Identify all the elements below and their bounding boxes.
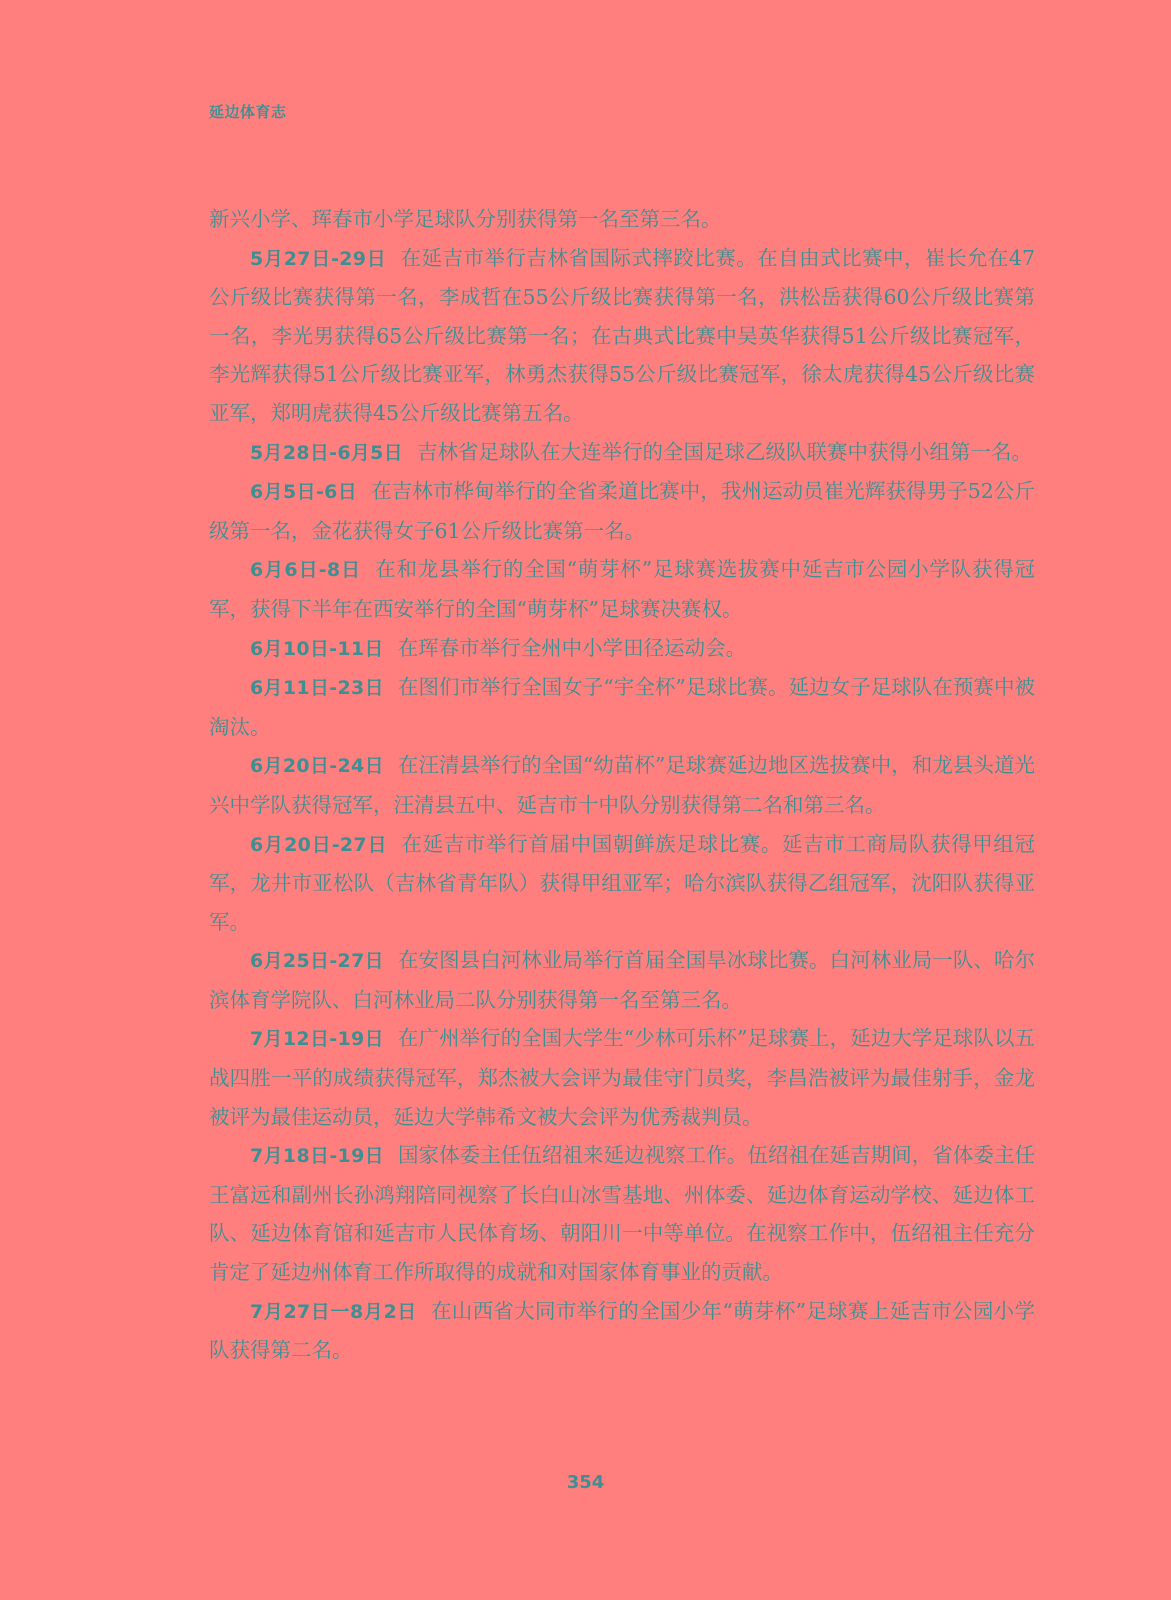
entry-date: 6月25日-27日 [250,950,384,973]
chronicle-entry [209,1292,1035,1370]
entry-text: 在图们市举行全国女子“宇全杯”足球比赛。延边女子足球队在预赛中被淘汰。 [209,675,1035,739]
entry-date: 6月5日-6日 [250,481,358,504]
chronicle-entry [209,746,1035,824]
entry-date: 6月20日-24日 [250,755,384,778]
chronicle-entry [209,668,1035,746]
entry-text: 在汪清县举行的全国“幼苗杯”足球赛延边地区选拔赛中，和龙县头道光兴中学队获得冠军，汪清县五中、延吉市十中队分别获得第二名和第三名。 [209,753,1035,817]
entry-text: 新兴小学、珲春市小学足球队分别获得第一名至第三名。 [209,207,722,231]
entry-date: 5月27日-29日 [250,247,387,270]
entry-text: 在延吉市举行首届中国朝鲜族足球比赛。延吉市工商局队获得甲组冠军，龙井市亚松队（吉林省青年队）获得甲组亚军；哈尔滨队获得乙组冠军，沈阳队获得亚军。 [209,831,1036,934]
chronicle-entry [209,941,1035,1019]
entry-date: 6月11日-23日 [250,677,384,700]
chronicle-entry [209,1136,1035,1291]
chronicle-entry [209,550,1035,628]
entry-text: 在和龙县举行的全国“萌芽杯”足球赛选拔赛中延吉市公园小学队获得冠军，获得下半年在西安举行的全国“萌芽杯”足球赛决赛权。 [209,557,1035,621]
chronicle-entry [209,1019,1035,1136]
entry-date: 6月10日-11日 [250,637,384,660]
entry-date: 6月6日-8日 [250,559,362,582]
entry-text: 在山西省大同市举行的全国少年“萌芽杯”足球赛上延吉市公园小学队获得第二名。 [209,1298,1035,1363]
chronicle-body [209,200,1035,1370]
entry-text: 在广州举行的全国大学生“少林可乐杯”足球赛上，延边大学足球队以五战四胜一平的成绩获得冠军，郑杰被大会评为最佳守门员奖，李昌浩被评为最佳射手，金龙被评为最佳运动员，延边大学韩希文被大会评为优秀裁判员。 [209,1026,1035,1129]
entry-date: 7月27日一8月2日 [250,1300,417,1323]
running-header: 延边体育志 [209,103,287,121]
entry-text: 在安图县白河林业局举行首届全国旱冰球比赛。白河林业局一队、哈尔滨体育学院队、白河林业局二队分别获得第一名至第三名。 [209,948,1036,1012]
chronicle-entry [209,825,1035,942]
entry-date: 5月28日-6月5日 [250,441,403,464]
entry-text: 在延吉市举行吉林省国际式摔跤比赛。在自由式比赛中，崔长允在47公斤级比赛获得第一名，李成哲在55公斤级比赛获得第一名，洪松岳获得60公斤级比赛第一名，李光男获得65公斤级比赛第一名；在古典式比赛中吴英华获得51公斤级比赛冠军，李光辉获得51公斤级比赛亚军，林勇杰获得55公斤级比赛冠军，徐太虎获得45公斤级比赛亚军，郑明虎获得45公斤级比赛第五名。 [209,245,1035,425]
chronicle-entry [209,472,1035,550]
entry-date: 7月12日-19日 [250,1028,384,1051]
entry-text: 在珲春市举行全州中小学田径运动会。 [397,635,747,660]
chronicle-entry [209,433,1035,473]
chronicle-entry [209,629,1035,669]
entry-text: 吉林省足球队在大连举行的全国足球乙级队联赛中获得小组第一名。 [417,439,1032,464]
chronicle-entry [209,239,1035,433]
entry-date: 7月18日-19日 [250,1145,384,1168]
entry-text: 国家体委主任伍绍祖来延边视察工作。伍绍祖在延吉期间，省体委主任王富远和副州长孙鸿翔陪同视察了长白山冰雪基地、州体委、延边体育运动学校、延边体工队、延边体育馆和延吉市人民体育场、朝阳川一中等单位。在视察工作中，伍绍祖主任充分肯定了延边州体育工作所取得的成就和对国家体育事业的贡献。 [209,1143,1036,1285]
chronicle-entry [209,200,1035,239]
entry-date: 6月20日-27日 [250,833,388,856]
page-number: 354 [566,1472,605,1493]
entry-text: 在吉林市桦甸举行的全省柔道比赛中，我州运动员崔光辉获得男子52公斤级第一名，金花获得女子61公斤级比赛第一名。 [209,479,1035,543]
